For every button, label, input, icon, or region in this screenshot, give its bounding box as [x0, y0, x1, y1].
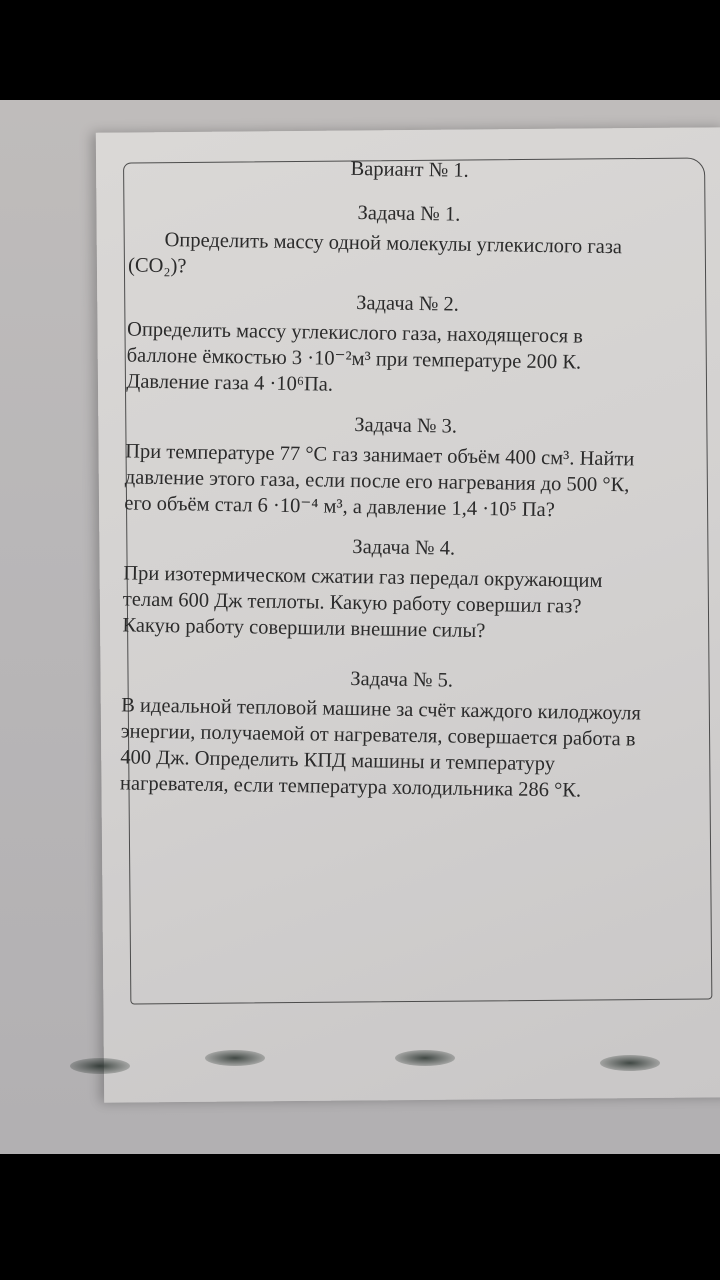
task-line: В идеальной тепловой машине за счёт каждого килоджоуля [121, 694, 642, 725]
task-title: Задача № 3. [354, 414, 458, 438]
task-line: баллоне ёмкостью 3 ·10⁻²м³ при температуре 200 К. [126, 344, 582, 374]
task-2 [126, 286, 688, 403]
task-line: его объём стал 6 ·10⁻⁴ м³, а давление 1,4 ·10⁵ Па? [124, 492, 555, 522]
ink-smudge [70, 1058, 130, 1074]
task-3 [124, 408, 686, 525]
task-line: Какую работу совершили внешние силы? [122, 614, 486, 643]
ink-smudge [205, 1050, 265, 1066]
task-line: 400 Дж. Определить КПД машины и температуру [120, 746, 556, 776]
task-line: энергии, получаемой от нагревателя, совершается работа в [120, 720, 636, 751]
task-line: (CO₂)? [127, 254, 187, 278]
task-line: Давление газа 4 ·10⁶Па. [126, 370, 334, 396]
ink-smudge [600, 1055, 660, 1071]
task-1 [128, 196, 689, 287]
task-line: телам 600 Дж теплоты. Какую работу совершил газ? [122, 588, 582, 618]
photo-background [0, 100, 720, 1154]
task-line: нагревателя, если температура холодильника 286 °К. [119, 772, 582, 802]
task-line: Определить массу углекислого газа, находящегося в [126, 318, 584, 348]
task-title: Задача № 2. [356, 292, 460, 316]
ink-smudge [395, 1050, 455, 1066]
task-line: При изотермическом сжатии газ передал окружающим [123, 562, 603, 592]
page-text [120, 150, 690, 805]
variant-title: Вариант № 1. [350, 157, 469, 182]
task-5 [120, 662, 682, 805]
task-4 [122, 530, 684, 647]
task-line: Определить массу одной молекулы углекислого газа [164, 229, 623, 259]
task-title: Задача № 1. [357, 202, 461, 226]
task-line: давление этого газа, если после его нагревания до 500 °К, [124, 466, 630, 497]
task-line: При температуре 77 °С газ занимает объём 400 см³. Найти [125, 440, 635, 471]
task-title: Задача № 5. [350, 667, 454, 692]
paper-sheet [96, 127, 720, 1102]
task-title: Задача № 4. [352, 536, 456, 560]
